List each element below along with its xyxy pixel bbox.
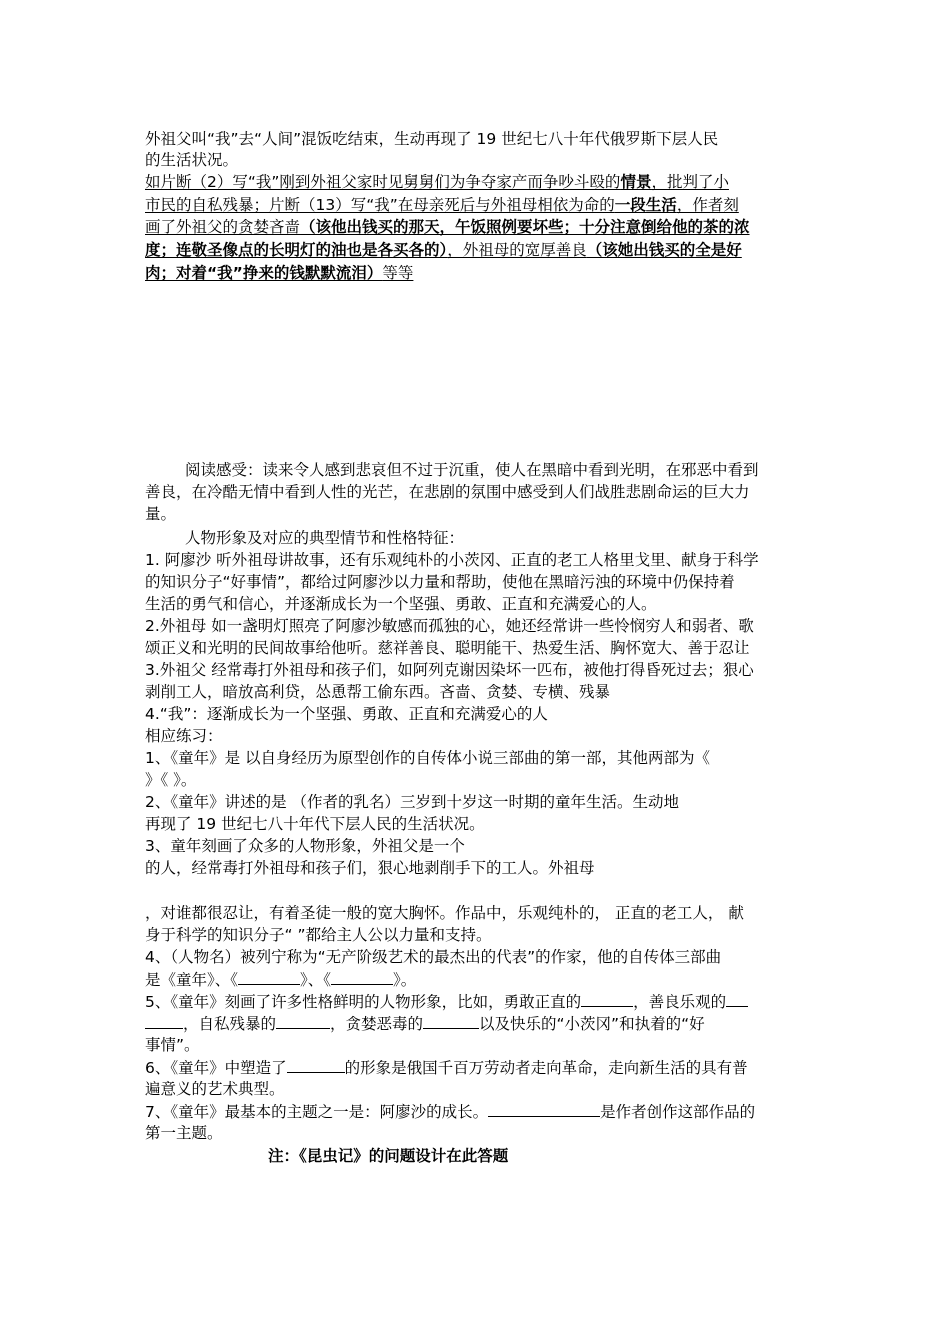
bold-span: 一段生活 xyxy=(614,196,677,214)
question-line: 》《 》。 xyxy=(145,771,197,789)
character-line: 1. 阿廖沙 听外祖母讲故事，还有乐观纯朴的小茨冈、正直的老工人格里戈里、献身于科学 xyxy=(145,551,759,569)
question-line xyxy=(145,1013,705,1034)
character-line: 4.“我”：逐渐成长为一个坚强、勇敢、正直和充满爱心的人 xyxy=(145,705,548,723)
text-span: 5、《童年》刻画了许多性格鲜明的人物形象，比如，勇敢正直的 xyxy=(145,993,582,1011)
example-line xyxy=(145,195,739,216)
footer-note: 注：《昆虫记》的问题设计在此答题 xyxy=(268,1147,509,1165)
text-span: ，贪婪恶毒的 xyxy=(330,1015,424,1033)
text-span: 以及快乐的“小茨冈”和执着的“好 xyxy=(479,1015,705,1033)
text-span: 画了外祖父的贪婪吝啬 xyxy=(145,218,301,236)
answer-blank xyxy=(726,991,748,1007)
bold-span: 情景 xyxy=(620,173,652,191)
question-line xyxy=(145,991,748,1012)
character-line: 2.外祖母 如一盏明灯照亮了阿廖沙敏感而孤独的心，她还经常讲一些怜悯穷人和弱者、歌 xyxy=(145,617,754,635)
answer-blank xyxy=(488,1101,600,1117)
text-line: 外祖父叫“我”去“人间”混饭吃结束，生动再现了 19 世纪七八十年代俄罗斯下层人民 xyxy=(145,130,719,148)
character-line: 3.外祖父 经常毒打外祖母和孩子们，如阿列克谢因染坏一匹布，被他打得昏死过去；狠心 xyxy=(145,661,754,679)
question-line: 2、《童年》讲述的是 （作者的乳名）三岁到十岁这一时期的童年生活。生动地 xyxy=(145,793,680,811)
bold-span: 度；连敬圣像点的长明灯的油也是各买各的） xyxy=(145,241,448,259)
question-line xyxy=(145,969,416,990)
exercises-heading: 相应练习： xyxy=(145,727,223,745)
text-span: 是《童年》、《 xyxy=(145,971,239,989)
question-line: 3、童年刻画了众多的人物形象，外祖父是一个 xyxy=(145,837,465,855)
answer-blank xyxy=(423,1013,479,1029)
text-span: 》。 xyxy=(393,971,417,989)
example-line xyxy=(145,172,729,193)
question-line: 4、（人物名）被列宁称为“无产阶级艺术的最杰出的代表”的作家，他的自传体三部曲 xyxy=(145,948,722,966)
character-line: 生活的勇气和信心，并逐渐成长为一个坚强、勇敢、正直和充满爱心的人。 xyxy=(145,595,657,613)
bold-span: （该他出钱买的那天，午饭照例要坏些；十分注意倒给他的茶的浓 xyxy=(300,218,750,236)
question-line xyxy=(145,1057,748,1078)
text-span: 6、《童年》中塑造了 xyxy=(145,1059,287,1077)
example-line xyxy=(145,240,742,261)
text-span: 的形象是俄国千百万劳动者走向革命，走向新生活的具有普 xyxy=(344,1059,748,1077)
question-line: 的人，经常毒打外祖母和孩子们，狠心地剥削手下的工人。外祖母 xyxy=(145,859,595,877)
characters-heading: 人物形象及对应的典型情节和性格特征： xyxy=(185,529,465,547)
character-line: 颂正义和光明的民间故事给他听。慈祥善良、聪明能干、热爱生活、胸怀宽大、善于忍让 xyxy=(145,639,750,657)
example-line xyxy=(145,263,413,284)
answer-blank xyxy=(238,969,300,985)
text-span: ，作者刻 xyxy=(676,196,739,214)
text-span: 如片断（2）写“我”刚到外祖父家时见舅舅们为争夺家产而争吵斗殴的 xyxy=(145,173,621,191)
text-span: 》、《 xyxy=(300,971,332,989)
question-line: 再现了 19 世纪七八十年代下层人民的生活状况。 xyxy=(145,815,485,833)
question-line: 事情”。 xyxy=(145,1036,200,1054)
text-span: ，外祖母的宽厚善良 xyxy=(447,241,587,259)
answer-blank xyxy=(331,969,393,985)
text-span: ，自私残暴的 xyxy=(183,1015,277,1033)
text-span: ，批判了小 xyxy=(651,173,729,191)
question-line: 遍意义的艺术典型。 xyxy=(145,1080,285,1098)
text-span: 是作者创作这部作品的 xyxy=(600,1103,756,1121)
text-span: 7、《童年》最基本的主题之一是：阿廖沙的成长。 xyxy=(145,1103,489,1121)
answer-blank xyxy=(145,1013,183,1029)
question-line xyxy=(145,1101,755,1122)
question-line: 身于科学的知识分子“ ”都给主人公以力量和支持。 xyxy=(145,926,492,944)
question-line: 第一主题。 xyxy=(145,1124,223,1142)
text-span: 等等 xyxy=(382,264,414,282)
bold-span: 肉；对着“我”挣来的钱默默流泪） xyxy=(145,264,383,282)
reading-line: 善良，在冷酷无情中看到人性的光芒，在悲剧的氛围中感受到人们战胜悲剧命运的巨大力 xyxy=(145,483,750,501)
answer-blank xyxy=(287,1057,345,1073)
character-line: 的知识分子“好事情”，都给过阿廖沙以力量和帮助，使他在黑暗污浊的环境中仍保持着 xyxy=(145,573,735,591)
answer-blank xyxy=(581,991,633,1007)
question-line: 1、《童年》是 以自身经历为原型创作的自传体小说三部曲的第一部，其他两部为《 xyxy=(145,749,711,767)
bold-span: （该她出钱买的全是好 xyxy=(586,241,742,259)
text-span: 市民的自私残暴；片断（13）写“我”在母亲死后与外祖母相依为命的 xyxy=(145,196,615,214)
reading-line: 阅读感受：读来令人感到悲哀但不过于沉重，使人在黑暗中看到光明，在邪恶中看到 xyxy=(185,461,759,479)
character-line: 剥削工人，暗放高利贷，怂恿帮工偷东西。吝啬、贪婪、专横、残暴 xyxy=(145,683,611,701)
question-line: ，对谁都很忍让，有着圣徒一般的宽大胸怀。作品中，乐观纯朴的， 正直的老工人， 献 xyxy=(145,904,744,922)
answer-blank xyxy=(276,1013,330,1029)
reading-line: 量。 xyxy=(145,505,177,523)
example-line xyxy=(145,217,750,238)
text-span: ，善良乐观的 xyxy=(633,993,727,1011)
text-line: 的生活状况。 xyxy=(145,151,239,169)
